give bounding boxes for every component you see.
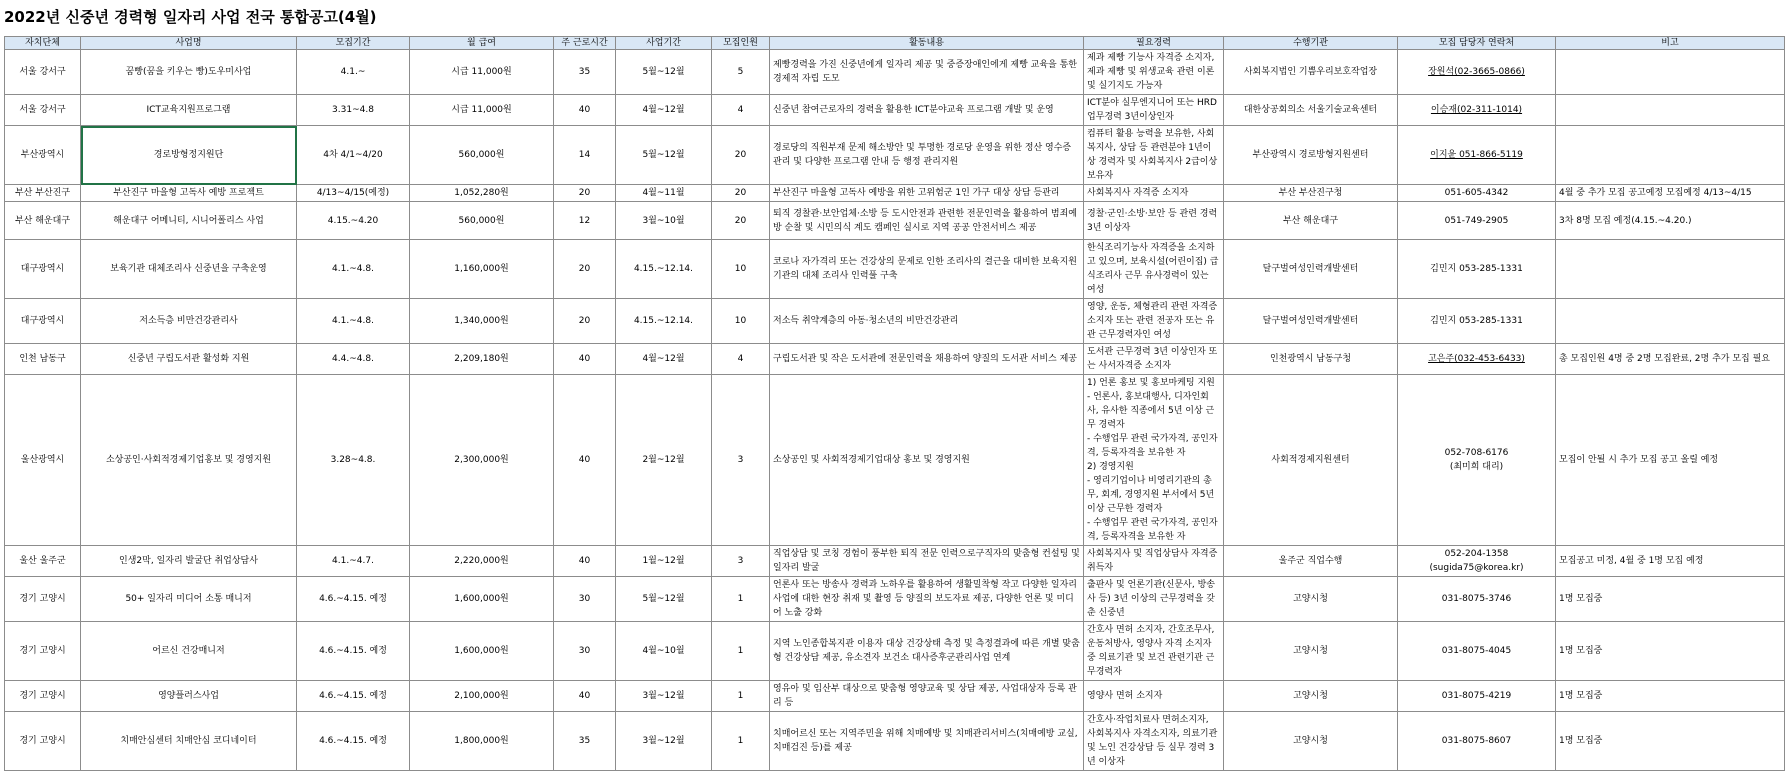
- col-program[interactable]: 사업명: [81, 37, 297, 50]
- table-row: [5, 50, 1785, 95]
- cell-program-term[interactable]: 5월~12월: [616, 50, 712, 95]
- cell-note[interactable]: 1명 모집중: [1556, 577, 1785, 622]
- cell-region[interactable]: 경기 고양시: [5, 577, 81, 622]
- cell-agency[interactable]: 고양시청: [1224, 712, 1398, 771]
- cell-weekly-hours[interactable]: 40: [554, 546, 616, 577]
- cell-activity[interactable]: 저소득 취약계층의 아동·청소년의 비만건강관리: [770, 299, 1084, 344]
- cell-program-name[interactable]: ICT교육지원프로그램: [81, 95, 297, 126]
- cell-note[interactable]: 4월 중 추가 모집 공고예정 모집예정 4/13~4/15: [1556, 185, 1785, 202]
- cell-activity[interactable]: 코로나 자가격리 또는 건강상의 문제로 인한 조리사의 결근을 대비한 보육지원기관의 대체 조리사 인력풀 구축: [770, 240, 1084, 299]
- cell-monthly-pay[interactable]: 2,300,000원: [410, 375, 554, 546]
- cell-contact[interactable]: 고은주(032-453-6433): [1398, 344, 1556, 375]
- cell-program-term[interactable]: 1월~12월: [616, 546, 712, 577]
- cell-recruit-count[interactable]: 3: [712, 375, 770, 546]
- cell-recruit-period[interactable]: 4차 4/1~4/20: [297, 126, 410, 185]
- cell-program-name[interactable]: 저소득층 비만건강관리사: [81, 299, 297, 344]
- cell-region[interactable]: 경기 고양시: [5, 712, 81, 771]
- cell-activity[interactable]: 구립도서관 및 작은 도서관에 전문인력을 채용하여 양질의 도서관 서비스 제공: [770, 344, 1084, 375]
- cell-career[interactable]: 도서관 근무경력 3년 이상인자 또는 사서자격증 소지자: [1084, 344, 1224, 375]
- cell-monthly-pay[interactable]: 560,000원: [410, 126, 554, 185]
- cell-agency[interactable]: 달구벌여성인력개발센터: [1224, 240, 1398, 299]
- cell-career[interactable]: 간호사·작업치료사 면허소지자, 사회복지사 자격소지자, 의료기관 및 노인 건강상담 등 실무 경력 3년 이상자: [1084, 712, 1224, 771]
- cell-note[interactable]: 1명 모집중: [1556, 681, 1785, 712]
- cell-weekly-hours[interactable]: 35: [554, 712, 616, 771]
- cell-weekly-hours[interactable]: 40: [554, 375, 616, 546]
- cell-activity[interactable]: 언론사 또는 방송사 경력과 노하우를 활용하여 생활밀착형 작고 다양한 일자리사업에 대한 현장 취재 및 촬영 등 양질의 보도자료 제공, 다양한 언론 및 미디어 노출 강화: [770, 577, 1084, 622]
- cell-program-name[interactable]: 소상공인·사회적경제기업홍보 및 경영지원: [81, 375, 297, 546]
- cell-program-term[interactable]: 4.15.~12.14.: [616, 299, 712, 344]
- cell-program-term[interactable]: 4.15.~12.14.: [616, 240, 712, 299]
- cell-contact[interactable]: 이승재(02-311-1014): [1398, 95, 1556, 126]
- cell-activity[interactable]: 치매어르신 또는 지역주민을 위해 치매예방 및 치매관리서비스(치매예방 교실, 치매검진 등)를 제공: [770, 712, 1084, 771]
- table-row: [5, 240, 1785, 299]
- cell-recruit-count[interactable]: 1: [712, 681, 770, 712]
- table-row: [5, 95, 1785, 126]
- cell-monthly-pay[interactable]: 시급 11,000원: [410, 95, 554, 126]
- cell-weekly-hours[interactable]: 20: [554, 185, 616, 202]
- col-pay[interactable]: 월 급여: [410, 37, 554, 50]
- cell-activity[interactable]: 소상공인 및 사회적경제기업대상 홍보 및 경영지원: [770, 375, 1084, 546]
- cell-region[interactable]: 부산 부산진구: [5, 185, 81, 202]
- table-row: [5, 344, 1785, 375]
- cell-contact[interactable]: 장원석(02-3665-0866): [1398, 50, 1556, 95]
- cell-recruit-count[interactable]: 4: [712, 344, 770, 375]
- cell-contact[interactable]: 김민지 053-285-1331: [1398, 299, 1556, 344]
- cell-agency[interactable]: 부산 해운대구: [1224, 202, 1398, 240]
- col-agency[interactable]: 수행기관: [1224, 37, 1398, 50]
- cell-region[interactable]: 대구광역시: [5, 299, 81, 344]
- cell-agency[interactable]: 고양시청: [1224, 577, 1398, 622]
- cell-recruit-count[interactable]: 10: [712, 299, 770, 344]
- cell-monthly-pay[interactable]: 560,000원: [410, 202, 554, 240]
- cell-weekly-hours[interactable]: 20: [554, 240, 616, 299]
- cell-recruit-count[interactable]: 10: [712, 240, 770, 299]
- cell-region[interactable]: 울산광역시: [5, 375, 81, 546]
- cell-program-name[interactable]: 꿈빵(꿈을 키우는 빵)도우미사업: [81, 50, 297, 95]
- cell-career[interactable]: 1) 언론 홍보 및 홍보마케팅 지원 - 언론사, 홍보대행사, 디자인회사, 유사한 직종에서 5년 이상 근무 경력자 - 수행업무 관련 국가자격, 공인자격, 등록자격을 보유한 자 2) 경영지원 - 영리기업이나 비영리기관의 총무, 회계, 경영지원 부서에서 5년 이상 근무한 경력자 - 수행업무 관련 국가자격, 공인자격, 등록자격을 보유한 자: [1084, 375, 1224, 546]
- col-contact[interactable]: 모집 담당자 연락처: [1398, 37, 1556, 50]
- cell-recruit-count[interactable]: 20: [712, 202, 770, 240]
- cell-activity[interactable]: 직업상담 및 코칭 경험이 풍부한 퇴직 전문 인력으로구직자의 맞춤형 컨설팅 및 일자리 발굴: [770, 546, 1084, 577]
- cell-career[interactable]: ICT분야 실무엔지니어 또는 HRD업무경력 3년이상인자: [1084, 95, 1224, 126]
- table-row: [5, 546, 1785, 577]
- col-region[interactable]: 자치단체: [5, 37, 81, 50]
- cell-monthly-pay[interactable]: 2,209,180원: [410, 344, 554, 375]
- cell-monthly-pay[interactable]: 2,220,000원: [410, 546, 554, 577]
- cell-program-name[interactable]: 치매안심센터 치매안심 코디네이터: [81, 712, 297, 771]
- cell-contact[interactable]: 031-8075-8607: [1398, 712, 1556, 771]
- cell-note[interactable]: [1556, 95, 1785, 126]
- table-row: [5, 375, 1785, 546]
- cell-agency[interactable]: 고양시청: [1224, 622, 1398, 681]
- cell-recruit-count[interactable]: 1: [712, 622, 770, 681]
- cell-activity[interactable]: 부산진구 마을형 고독사 예방을 위한 고위험군 1인 가구 대상 상담 등관리: [770, 185, 1084, 202]
- cell-region[interactable]: 인천 남동구: [5, 344, 81, 375]
- cell-career[interactable]: 한식조리기능사 자격증을 소지하고 있으며, 보육시설(어린이집) 급식조리사 근무 유사경력이 있는 여성: [1084, 240, 1224, 299]
- cell-contact[interactable]: 031-8075-3746: [1398, 577, 1556, 622]
- cell-weekly-hours[interactable]: 35: [554, 50, 616, 95]
- cell-career[interactable]: 제과 제빵 기능사 자격증 소지자, 제과 제빵 및 위생교육 관련 이론 및 실기지도 가능자: [1084, 50, 1224, 95]
- cell-recruit-period[interactable]: 4.6.~4.15. 예정: [297, 577, 410, 622]
- cell-region[interactable]: 울산 울주군: [5, 546, 81, 577]
- recruitment-table: [4, 36, 1785, 771]
- cell-agency[interactable]: 부산광역시 경로방형지원센터: [1224, 126, 1398, 185]
- cell-contact[interactable]: 051-749-2905: [1398, 202, 1556, 240]
- cell-weekly-hours[interactable]: 40: [554, 95, 616, 126]
- cell-note[interactable]: 1명 모집중: [1556, 712, 1785, 771]
- cell-recruit-count[interactable]: 4: [712, 95, 770, 126]
- cell-recruit-count[interactable]: 20: [712, 185, 770, 202]
- cell-weekly-hours[interactable]: 40: [554, 344, 616, 375]
- cell-region[interactable]: 경기 고양시: [5, 681, 81, 712]
- col-hours[interactable]: 주 근로시간: [554, 37, 616, 50]
- cell-agency[interactable]: 달구벌여성인력개발센터: [1224, 299, 1398, 344]
- cell-activity[interactable]: 경로당의 직원부재 문제 해소방안 및 투명한 경로당 운영을 위한 정산 영수증 관리 및 다양한 프로그램 안내 등 행정 관리지원: [770, 126, 1084, 185]
- cell-recruit-count[interactable]: 1: [712, 577, 770, 622]
- cell-career[interactable]: 경찰·군인·소방·보안 등 관련 경력 3년 이상자: [1084, 202, 1224, 240]
- cell-agency[interactable]: 고양시청: [1224, 681, 1398, 712]
- cell-weekly-hours[interactable]: 40: [554, 681, 616, 712]
- cell-program-term[interactable]: 4월~12월: [616, 344, 712, 375]
- cell-recruit-period[interactable]: 4.6.~4.15. 예정: [297, 681, 410, 712]
- cell-program-name[interactable]: 보육기관 대체조리사 신중년을 구축운영: [81, 240, 297, 299]
- cell-monthly-pay[interactable]: 1,160,000원: [410, 240, 554, 299]
- cell-monthly-pay[interactable]: 1,340,000원: [410, 299, 554, 344]
- cell-program-term[interactable]: 3월~12월: [616, 681, 712, 712]
- cell-program-name[interactable]: 영양플러스사업: [81, 681, 297, 712]
- cell-recruit-period[interactable]: 4.4.~4.8.: [297, 344, 410, 375]
- cell-recruit-period[interactable]: 4.1.~: [297, 50, 410, 95]
- cell-program-name[interactable]: 50+ 일자리 미디어 소통 매니저: [81, 577, 297, 622]
- cell-note[interactable]: 총 모집인원 4명 중 2명 모집완료, 2명 추가 모집 필요: [1556, 344, 1785, 375]
- col-term[interactable]: 사업기간: [616, 37, 712, 50]
- table-row: [5, 299, 1785, 344]
- col-activity[interactable]: 활동내용: [770, 37, 1084, 50]
- cell-program-name[interactable]: 인생2막, 일자리 발굴단 취업상담사: [81, 546, 297, 577]
- cell-contact[interactable]: 이지윤 051-866-5119: [1398, 126, 1556, 185]
- cell-agency[interactable]: 사회복지법인 기쁨우리보호작업장: [1224, 50, 1398, 95]
- cell-program-name[interactable]: 부산진구 마을형 고독사 예방 프로젝트: [81, 185, 297, 202]
- cell-note[interactable]: [1556, 126, 1785, 185]
- cell-recruit-period[interactable]: 3.31~4.8: [297, 95, 410, 126]
- sheet-title: 2022년 신중년 경력형 일자리 사업 전국 통합공고(4월): [4, 8, 377, 26]
- cell-recruit-count[interactable]: 5: [712, 50, 770, 95]
- cell-recruit-period[interactable]: 4.6.~4.15. 예정: [297, 622, 410, 681]
- cell-program-term[interactable]: 4월~10월: [616, 622, 712, 681]
- cell-monthly-pay[interactable]: 시급 11,000원: [410, 50, 554, 95]
- cell-activity[interactable]: 지역 노인종합복지관 이용자 대상 건강상태 측정 및 측정결과에 따른 개별 맞춤형 건강상담 제공, 유소견자 보건소 대사증후군관리사업 연계: [770, 622, 1084, 681]
- table-row: [5, 126, 1785, 185]
- cell-program-name[interactable]: 경로방형정지원단: [81, 126, 297, 185]
- cell-note[interactable]: 3차 8명 모집 예정(4.15.~4.20.): [1556, 202, 1785, 240]
- cell-monthly-pay[interactable]: 1,600,000원: [410, 622, 554, 681]
- table-row: [5, 622, 1785, 681]
- cell-weekly-hours[interactable]: 14: [554, 126, 616, 185]
- cell-career[interactable]: 컴퓨터 활용 능력을 보유한, 사회복지사, 상담 등 관련분야 1년이상 경력자 및 사회복지사 2급이상보유자: [1084, 126, 1224, 185]
- cell-recruit-period[interactable]: 4.1.~4.8.: [297, 240, 410, 299]
- cell-region[interactable]: 대구광역시: [5, 240, 81, 299]
- cell-recruit-count[interactable]: 20: [712, 126, 770, 185]
- col-count[interactable]: 모집인원: [712, 37, 770, 50]
- table-row: [5, 712, 1785, 771]
- cell-contact[interactable]: 031-8075-4219: [1398, 681, 1556, 712]
- cell-recruit-period[interactable]: 4/13~4/15(예정): [297, 185, 410, 202]
- cell-agency[interactable]: 울주군 직업수행: [1224, 546, 1398, 577]
- table-row: [5, 202, 1785, 240]
- cell-contact[interactable]: 051-605-4342: [1398, 185, 1556, 202]
- cell-contact[interactable]: 김민지 053-285-1331: [1398, 240, 1556, 299]
- cell-recruit-period[interactable]: 4.1.~4.8.: [297, 299, 410, 344]
- cell-activity[interactable]: 신중년 참여근로자의 경력을 활용한 ICT분야교육 프로그램 개발 및 운영: [770, 95, 1084, 126]
- table-row: [5, 577, 1785, 622]
- cell-recruit-count[interactable]: 3: [712, 546, 770, 577]
- table-row: [5, 185, 1785, 202]
- col-period[interactable]: 모집기간: [297, 37, 410, 50]
- cell-monthly-pay[interactable]: 2,100,000원: [410, 681, 554, 712]
- cell-recruit-period[interactable]: 4.6.~4.15. 예정: [297, 712, 410, 771]
- cell-activity[interactable]: 영유아 및 임산부 대상으로 맞춤형 영양교육 및 상담 제공, 사업대상자 등록 관리 등: [770, 681, 1084, 712]
- cell-career[interactable]: 사회복지사 및 직업상담사 자격증 취득자: [1084, 546, 1224, 577]
- cell-region[interactable]: 서울 강서구: [5, 50, 81, 95]
- cell-weekly-hours[interactable]: 20: [554, 299, 616, 344]
- cell-program-term[interactable]: 3월~12월: [616, 712, 712, 771]
- cell-region[interactable]: 부산 해운대구: [5, 202, 81, 240]
- cell-program-term[interactable]: 2월~12월: [616, 375, 712, 546]
- cell-activity[interactable]: 제빵경력을 가진 신중년에게 일자리 제공 및 중증장애인에게 제빵 교육을 통한 경제적 자립 도모: [770, 50, 1084, 95]
- cell-program-name[interactable]: 해운대구 어메니티, 시니어폴리스 사업: [81, 202, 297, 240]
- cell-program-term[interactable]: 3월~10월: [616, 202, 712, 240]
- cell-agency[interactable]: 대한상공회의소 서울기술교육센터: [1224, 95, 1398, 126]
- cell-region[interactable]: 부산광역시: [5, 126, 81, 185]
- cell-weekly-hours[interactable]: 12: [554, 202, 616, 240]
- cell-monthly-pay[interactable]: 1,600,000원: [410, 577, 554, 622]
- cell-weekly-hours[interactable]: 30: [554, 622, 616, 681]
- cell-monthly-pay[interactable]: 1,800,000원: [410, 712, 554, 771]
- cell-recruit-period[interactable]: 3.28~4.8.: [297, 375, 410, 546]
- header-row: [5, 37, 1785, 50]
- cell-recruit-period[interactable]: 4.15.~4.20: [297, 202, 410, 240]
- cell-note[interactable]: 모집공고 미정, 4월 중 1명 모집 예정: [1556, 546, 1785, 577]
- cell-contact[interactable]: 052-708-6176 (최미희 대리): [1398, 375, 1556, 546]
- cell-note[interactable]: [1556, 299, 1785, 344]
- col-career[interactable]: 필요경력: [1084, 37, 1224, 50]
- cell-agency[interactable]: 인천광역시 남동구청: [1224, 344, 1398, 375]
- cell-program-term[interactable]: 5월~12월: [616, 577, 712, 622]
- cell-contact[interactable]: 031-8075-4045: [1398, 622, 1556, 681]
- cell-career[interactable]: 출판사 및 언론기관(신문사, 방송사 등) 3년 이상의 근무경력을 갖춘 신중년: [1084, 577, 1224, 622]
- cell-activity[interactable]: 퇴직 경찰관·보안업체·소방 등 도시안전과 관련한 전문인력을 활용하여 범죄예방 순찰 및 시민의식 계도 캠페인 실시로 지역 공공 안전서비스 제공: [770, 202, 1084, 240]
- cell-career[interactable]: 영양사 면허 소지자: [1084, 681, 1224, 712]
- cell-program-term[interactable]: 4월~12월: [616, 95, 712, 126]
- cell-program-term[interactable]: 5월~12월: [616, 126, 712, 185]
- cell-note[interactable]: 모집이 안될 시 추가 모집 공고 올릴 예정: [1556, 375, 1785, 546]
- cell-note[interactable]: [1556, 240, 1785, 299]
- cell-contact[interactable]: 052-204-1358 (sugida75@korea.kr): [1398, 546, 1556, 577]
- table-row: [5, 681, 1785, 712]
- cell-career[interactable]: 사회복지사 자격증 소지자: [1084, 185, 1224, 202]
- cell-program-name[interactable]: 어르신 건강매니저: [81, 622, 297, 681]
- cell-recruit-period[interactable]: 4.1.~4.7.: [297, 546, 410, 577]
- cell-region[interactable]: 경기 고양시: [5, 622, 81, 681]
- cell-career[interactable]: 영양, 운동, 체형관리 관련 자격증 소지자 또는 관련 전공자 또는 유관 근무경력자인 여성: [1084, 299, 1224, 344]
- col-note[interactable]: 비고: [1556, 37, 1785, 50]
- cell-note[interactable]: [1556, 50, 1785, 95]
- cell-program-term[interactable]: 4월~11월: [616, 185, 712, 202]
- cell-monthly-pay[interactable]: 1,052,280원: [410, 185, 554, 202]
- cell-career[interactable]: 간호사 면허 소지자, 간호조무사, 운동처방사, 영양사 자격 소지자 중 의료기관 및 보건 관련기관 근무경력자: [1084, 622, 1224, 681]
- cell-agency[interactable]: 부산 부산진구청: [1224, 185, 1398, 202]
- cell-region[interactable]: 서울 강서구: [5, 95, 81, 126]
- cell-recruit-count[interactable]: 1: [712, 712, 770, 771]
- cell-agency[interactable]: 사회적경제지원센터: [1224, 375, 1398, 546]
- cell-weekly-hours[interactable]: 30: [554, 577, 616, 622]
- cell-program-name[interactable]: 신중년 구립도서관 활성화 지원: [81, 344, 297, 375]
- cell-note[interactable]: 1명 모집중: [1556, 622, 1785, 681]
